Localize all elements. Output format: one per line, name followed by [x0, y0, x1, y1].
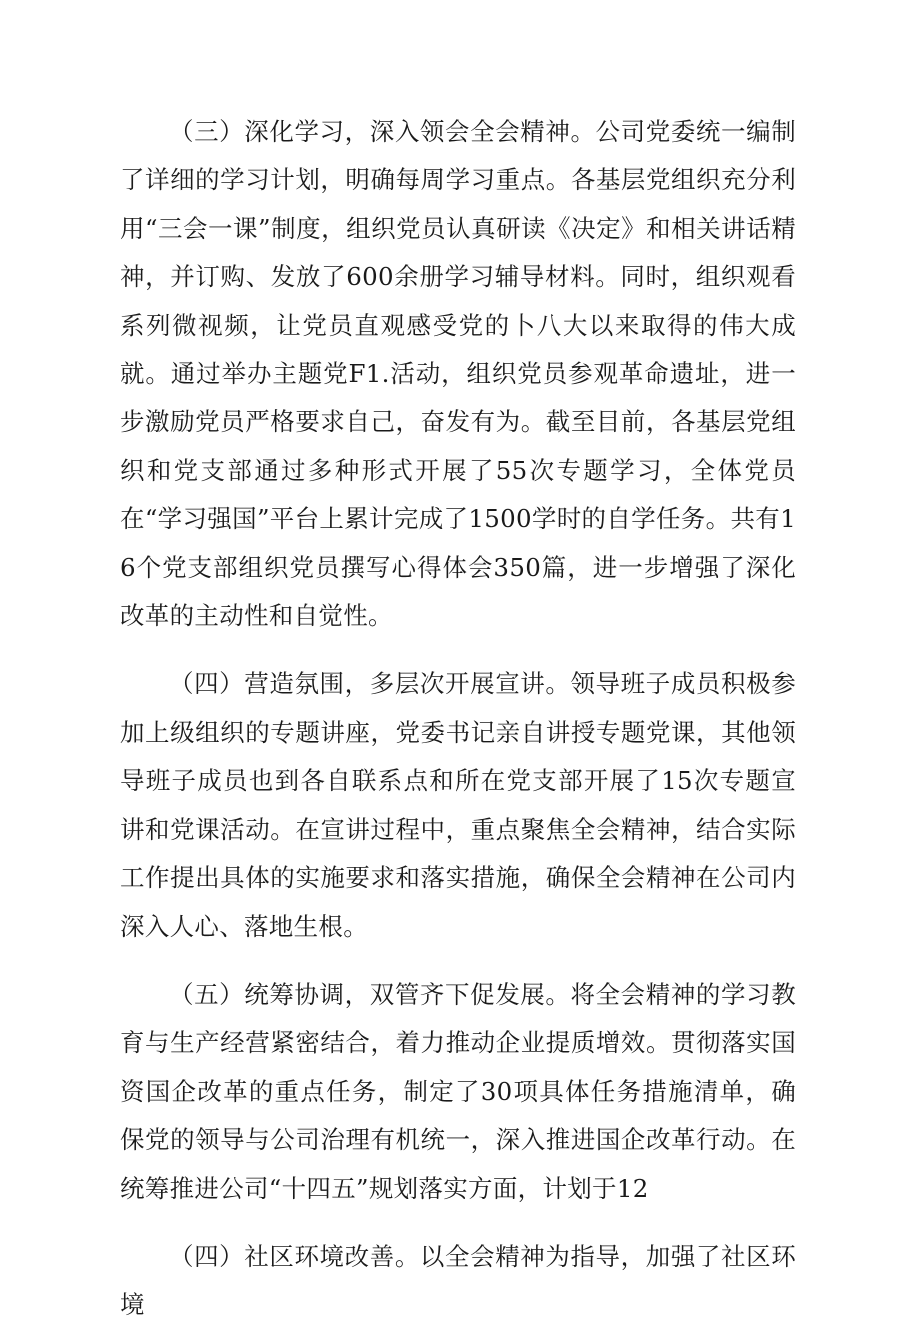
paragraph-community: （四）社区环境改善。以全会精神为指导，加强了社区环境: [120, 1241, 796, 1320]
paragraph-lecture: （四）营造氛围，多层次开展宣讲。领导班子成员积极参加上级组织的专题讲座，党委书记亲自讲授专题党课，其他领导班子成员也到各自联系点和所在党支部开展了15次专题宣讲和党课活动。在宣讲过程中，重点聚焦全会精神，结合实际工作提出具体的实施要求和落实措施，确保全会精神在公司内深入人心、落地生根。: [120, 669, 796, 941]
document-body: [120, 108, 796, 1330]
paragraph-coordination: （五）统筹协调，双管齐下促发展。将全会精神的学习教育与生产经营紧密结合，着力推动企业提质增效。贯彻落实国资国企改革的重点任务，制定了30项具体任务措施清单，确保党的领导与公司治理有机统一，深入推进国企改革行动。在统筹推进公司“十四五”规划落实方面，计划于12: [120, 979, 796, 1203]
paragraph-study: （三）深化学习，深入领会全会精神。公司党委统一编制了详细的学习计划，明确每周学习重点。各基层党组织充分利用“三会一课”制度，组织党员认真研读《决定》和相关讲话精神，并订购、发放了600余册学习辅导材料。同时，组织观看系列微视频，让党员直观感受党的卜八大以来取得的伟大成就。通过举办主题党F1.活动，组织党员参观革命遗址，进一步激励党员严格要求自己，奋发有为。截至目前，各基层党组织和党支部通过多种形式开展了55次专题学习，全体党员在“学习强国”平台上累计完成了1500学时的自学任务。共有16个党支部组织党员撰写心得体会350篇，进一步增强了深化改革的主动性和自觉性。: [120, 117, 796, 631]
